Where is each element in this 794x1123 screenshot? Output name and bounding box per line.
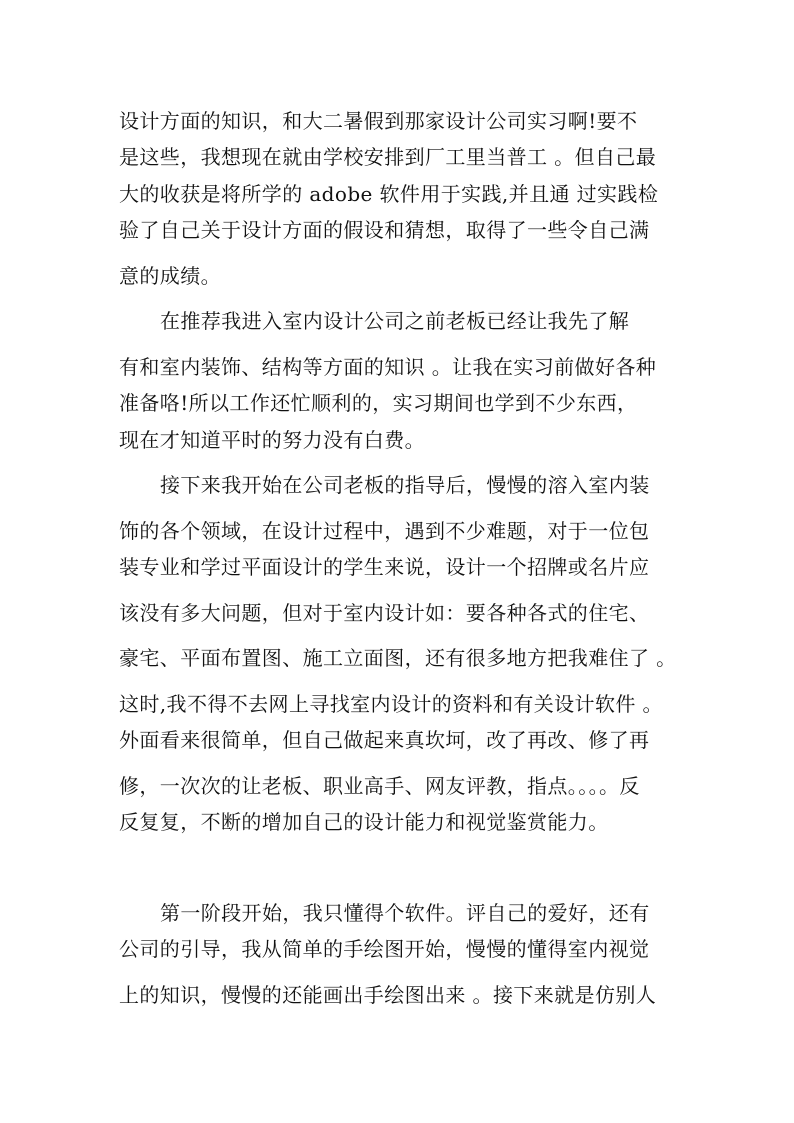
text-line: 意的成绩。 <box>119 264 221 288</box>
text-line: 大的收获是将所学的 adobe 软件用于实践,并且通 过实践检 <box>119 182 659 206</box>
paragraph-first-line: 接下来我开始在公司老板的指导后，慢慢的溶入室内装 <box>160 473 650 497</box>
text-line: 豪宅、平面布置图、施工立面图，还有很多地方把我难住了 。 <box>119 646 677 670</box>
text-line: 上的知识，慢慢的还能画出手绘图出来 。接下来就是仿别人 <box>119 983 657 1007</box>
text-line: 现在才知道平时的努力没有白费。 <box>119 428 425 452</box>
text-line: 饰的各个领域，在设计过程中，遇到不少难题，对于一位包 <box>119 519 650 543</box>
text-line: 设计方面的知识，和大二暑假到那家设计公司实习啊!要不 <box>119 109 638 133</box>
text-line: 是这些，我想现在就由学校安排到厂工里当普工 。但自己最 <box>119 145 657 169</box>
text-line: 这时,我不得不去网上寻找室内设计的资料和有关设计软件 。 <box>119 692 663 716</box>
text-line: 准备咯!所以工作还忙顺利的，实习期间也学到不少东西， <box>119 391 638 415</box>
text-line: 公司的引导，我从简单的手绘图开始，慢慢的懂得室内视觉 <box>119 937 650 961</box>
text-line: 装专业和学过平面设计的学生来说，设计一个招牌或名片应 <box>119 555 650 579</box>
paragraph-first-line: 在推荐我进入室内设计公司之前老板已经让我先了解 <box>160 309 630 333</box>
text-line: 反复复，不断的增加自己的设计能力和视觉鉴赏能力。 <box>119 810 609 834</box>
text-line: 外面看来很简单，但自己做起来真坎坷，改了再改、修了再 <box>119 728 650 752</box>
text-line: 验了自己关于设计方面的假设和猜想，取得了一些令自己满 <box>119 218 650 242</box>
text-line: 该没有多大问题，但对于室内设计如：要各种各式的住宅、 <box>119 601 650 625</box>
paragraph-first-line: 第一阶段开始，我只懂得个软件。评自己的爱好，还有 <box>160 901 650 925</box>
text-line: 有和室内装饰、结构等方面的知识 。让我在实习前做好各种 <box>119 355 657 379</box>
text-line: 修，一次次的让老板、职业高手、网友评教，指点。。。。反 <box>119 774 640 798</box>
